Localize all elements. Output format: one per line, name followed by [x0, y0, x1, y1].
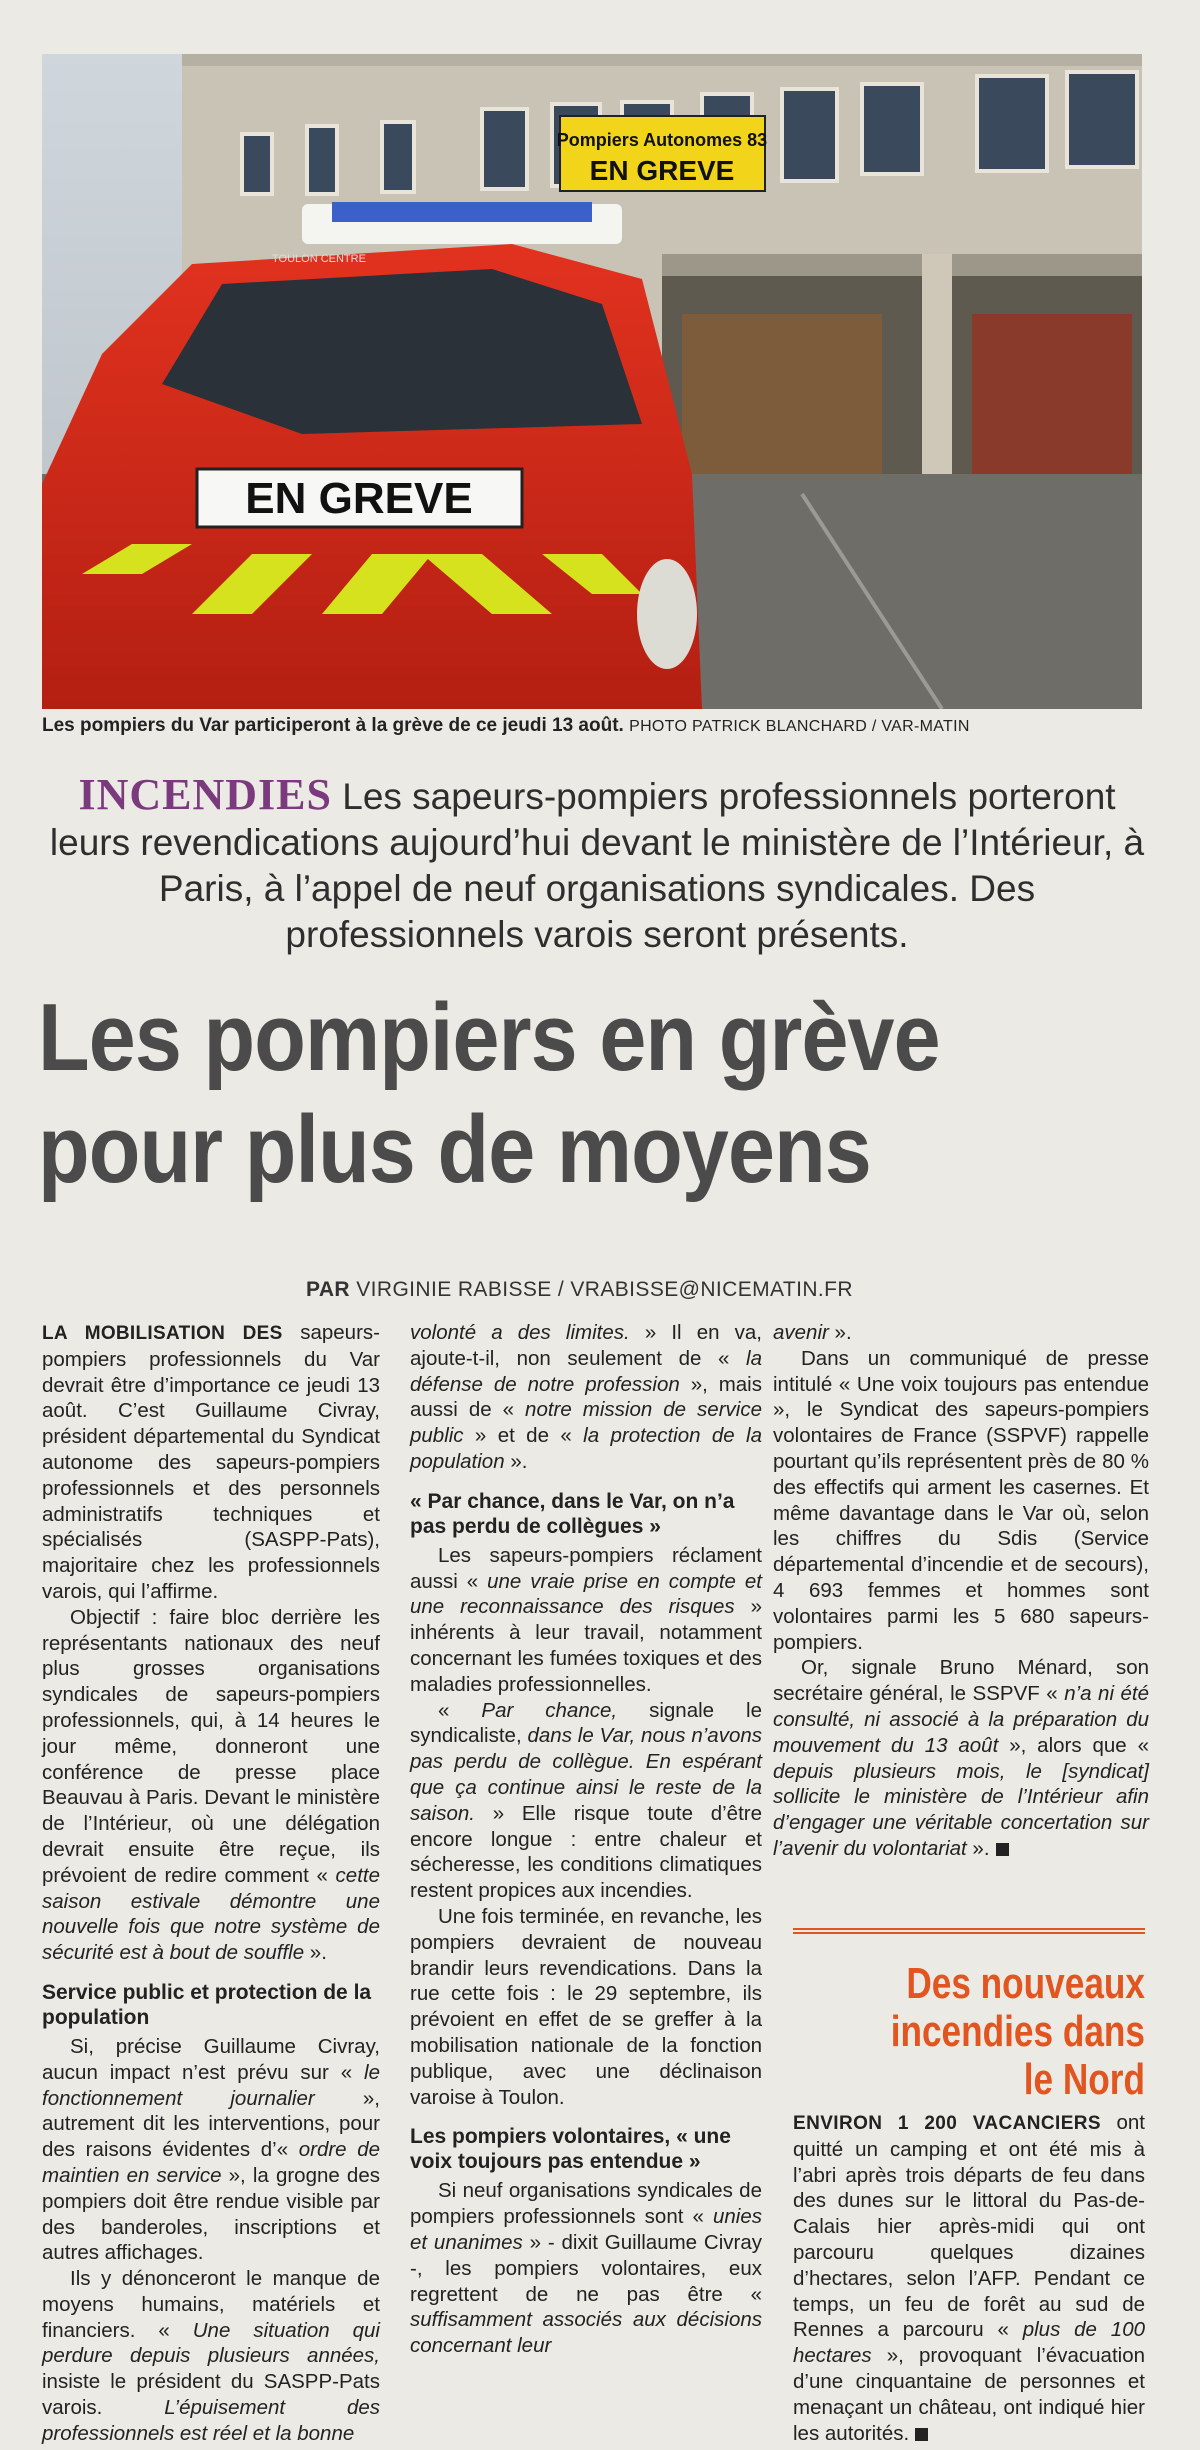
- quote: ordre de maintien en service: [42, 2138, 380, 2187]
- paragraph: [42, 2266, 380, 2447]
- paragraph: [42, 1605, 380, 1966]
- paragraph-text: » Il en va, ajoute-t-il, non seulement de «: [410, 1321, 762, 1370]
- quote: la protection de la population: [410, 1424, 763, 1473]
- article-photo: [42, 54, 1142, 709]
- paragraph: Dans un communiqué de presse intitulé « Une voix toujours pas entendue », le Syndicat des sapeurs-pompiers volontaires de France (SSPVF) rappelle pourtant qu’ils représentent près de 80 % des effectifs qui arment les casernes. Et même davantage dans le Var où, selon les chiffres du Sdis (Service départemental d’incendie et de secours), 4 693 femmes et hommes sont volontaires parmi les 5 680 sapeurs-pompiers.: [773, 1346, 1149, 1654]
- caption-text: Les pompiers du Var participeront à la grève de ce jeudi 13 août.: [42, 715, 624, 736]
- quote: volonté a des limites.: [410, 1321, 630, 1344]
- paragraph-text: Or, signale Bruno Ménard, son secrétaire général, le SSPVF «: [773, 1656, 1149, 1706]
- svg-text:TOULON CENTRE: TOULON CENTRE: [272, 253, 366, 265]
- paragraph: [410, 1543, 762, 1698]
- paragraph-text: », la grogne des pompiers doit être rendue visible par des banderoles, inscriptions et autres affichages.: [42, 2163, 380, 2265]
- quote: depuis plusieurs mois, le [syndicat] sollicite le ministère de l’Intérieur afin d’engager une véritable concertation sur l’avenir du volontariat: [773, 1759, 1149, 1860]
- paragraph-text: ont quitté un camping et ont été mis à l’abri après trois départs de feu dans des dunes sur le littoral du Pas-de-Calais hier après-midi qui ont parcouru quelques dizaines d’hectares, selon l’AFP. Pendant ce temps, un feu de forêt au sud de Rennes a parcouru «: [793, 2111, 1145, 2342]
- end-mark-icon: [996, 1843, 1009, 1856]
- paragraph: [410, 1320, 762, 1475]
- quote: Une situation qui perdure depuis plusieurs années,: [42, 2318, 380, 2368]
- article-column-1: [42, 1320, 380, 2447]
- strike-banner: [557, 116, 767, 191]
- sidebar-brief: [793, 1928, 1145, 2446]
- article-column-3: [773, 1320, 1149, 1862]
- quote: avenir: [773, 1321, 829, 1344]
- subheading: Service public et protection de la population: [42, 1980, 372, 2029]
- end-mark-icon: [915, 2428, 928, 2441]
- paragraph: [410, 2178, 762, 2359]
- paragraph-text: », mais aussi de «: [410, 1372, 762, 1422]
- headline-line-1: Les pompiers en grève: [38, 984, 940, 1091]
- byline: [306, 1278, 1156, 1302]
- paragraph-text: ».: [828, 1321, 852, 1344]
- headline-line-2: pour plus de moyens: [38, 1096, 871, 1203]
- quote: cette saison estivale démontre une nouvelle fois que notre système de sécurité est à bout de souffle: [42, 1863, 380, 1965]
- paragraph-text: ».: [966, 1836, 990, 1860]
- paragraph-text: ».: [504, 1449, 528, 1473]
- paragraph-text: Si neuf organisations syndicales de pompiers professionnels sont «: [410, 2179, 762, 2229]
- svg-text:EN GREVE: EN GREVE: [589, 155, 735, 186]
- paragraph-text: » - dixit Guillaume Civray -, les pompiers volontaires, eux regrettent de ne pas être «: [410, 2230, 762, 2306]
- paragraph: [42, 1320, 380, 1605]
- paragraph-text: sapeurs-pompiers professionnels du Var devrait être d’importance ce jeudi 13 août. C’est Guillaume Civray, président départemental du Syndicat autonome des sapeurs-pompiers professionnels et des personnels administratifs techniques et spécialisés (SASPP-Pats), majoritaire chez les professionnels varois, qui l’affirme.: [42, 1321, 380, 1603]
- paragraph-text: » Elle risque toute d’être encore longue : entre chaleur et sécheresse, les conditions climatiques restent propices aux incendies.: [410, 1801, 762, 1903]
- quote: notre mission de service public: [410, 1398, 762, 1448]
- section-kicker: INCENDIES: [78, 770, 332, 819]
- sidebar-rule: [793, 1928, 1145, 1952]
- fire-station-photo: [42, 54, 1142, 709]
- sidebar-title: Des nouveaux incendies dans le Nord: [890, 1959, 1145, 2104]
- paragraph-text: insiste le président du SASPP-Pats varois.: [42, 2370, 380, 2420]
- quote: plus de 100 hectares: [793, 2318, 1145, 2368]
- quote: une vraie prise en compte et une reconnaissance des risques: [410, 1569, 762, 1619]
- photo-caption: [42, 715, 1162, 737]
- quote: L’épuisement des professionnels est réel et la bonne: [42, 2396, 381, 2445]
- photo-credit: PHOTO PATRICK BLANCHARD / VAR-MATIN: [629, 718, 970, 735]
- svg-text:Pompiers Autonomes 83: Pompiers Autonomes 83: [556, 130, 768, 150]
- paragraph: [773, 1655, 1149, 1861]
- paragraph-text: Objectif : faire bloc derrière les représentants nationaux des neuf plus grosses organisations syndicales de sapeurs-pompiers professionnels, qui, à 14 heures le jour même, donneront une conférence de presse place Beauvau à Paris. Devant le ministère de l’Intérieur, où une délégation devrait ensuite être reçue, ils prévoient de redire comment «: [42, 1605, 380, 1887]
- subheading: Les pompiers volontaires, « une voix toujours pas entendue »: [410, 2125, 731, 2174]
- quote: la défense de notre profession: [410, 1346, 762, 1396]
- article-column-2: [410, 1320, 762, 2359]
- paragraph-text: signale le syndicaliste,: [410, 1698, 762, 1748]
- lead-in: ENVIRON 1 200 VACANCIERS: [793, 2113, 1101, 2134]
- paragraph-text: Ils y dénonceront le manque de moyens humains, matériels et financiers. «: [42, 2267, 380, 2342]
- paragraph-text: », autrement dit les interventions, pour des raisons évidentes d’«: [42, 2086, 380, 2162]
- paragraph-text: Si, précise Guillaume Civray, aucun impact n’est prévu sur «: [42, 2034, 380, 2084]
- article-standfirst: [42, 772, 1152, 958]
- paragraph: [42, 2034, 380, 2266]
- quote: Par chance,: [481, 1698, 618, 1722]
- paragraph-text: », alors que «: [998, 1733, 1149, 1757]
- paragraph-text: ».: [304, 1941, 327, 1965]
- byline-author: VIRGINIE RABISSE / VRABISSE@NICEMATIN.FR: [356, 1278, 853, 1301]
- article-headline: [38, 982, 1024, 1206]
- paragraph: [410, 1698, 762, 1904]
- svg-text:EN GREVE: EN GREVE: [245, 474, 473, 523]
- quote: dans le Var, nous n’avons pas perdu de collègue. En espérant que ça continue ainsi le reste de la saison.: [410, 1724, 762, 1825]
- paragraph-text: » et de «: [463, 1424, 584, 1448]
- paragraph-text: » inhérents à leur travail, notamment concernant les fumées toxiques et des maladies professionnelles.: [410, 1595, 762, 1696]
- quote: suffisamment associés aux décisions concernant leur: [410, 2308, 762, 2358]
- lead-in: LA MOBILISATION DES: [42, 1323, 283, 1344]
- quote: le fonctionnement journalier: [42, 2060, 380, 2110]
- paragraph-text: », provoquant l’évacuation d’une cinquantaine de personnes et menaçant un château, ont indiqué hier les autorités.: [793, 2344, 1145, 2445]
- quote: n’a ni été consulté, ni associé à la préparation du mouvement du 13 août: [773, 1682, 1150, 1757]
- paragraph: Une fois terminée, en revanche, les pompiers devraient de nouveau brandir leurs revendications. Dans la rue cette fois : le 29 septembre, ils prévoient en effet de se greffer à la mobilisation nationale de la fonction publique, avec une déclinaison varoise à Toulon.: [410, 1904, 762, 2109]
- paragraph-text: Les sapeurs-pompiers réclament aussi «: [410, 1543, 762, 1593]
- sidebar-body: [793, 2110, 1145, 2446]
- byline-par: PAR: [306, 1278, 350, 1301]
- subheading: « Par chance, dans le Var, on n’a pas perdu de collègues »: [410, 1489, 735, 1538]
- paragraph-text: «: [438, 1698, 482, 1722]
- standfirst-text: Les sapeurs-pompiers professionnels porteront leurs revendications aujourd’hui devant le ministère de l’Intérieur, à Paris, à l’appel de neuf organisations syndicales. Des professionnels varois seront présents.: [49, 776, 1145, 955]
- quote: unies et unanimes: [410, 2205, 762, 2254]
- paragraph: [773, 1320, 1149, 1346]
